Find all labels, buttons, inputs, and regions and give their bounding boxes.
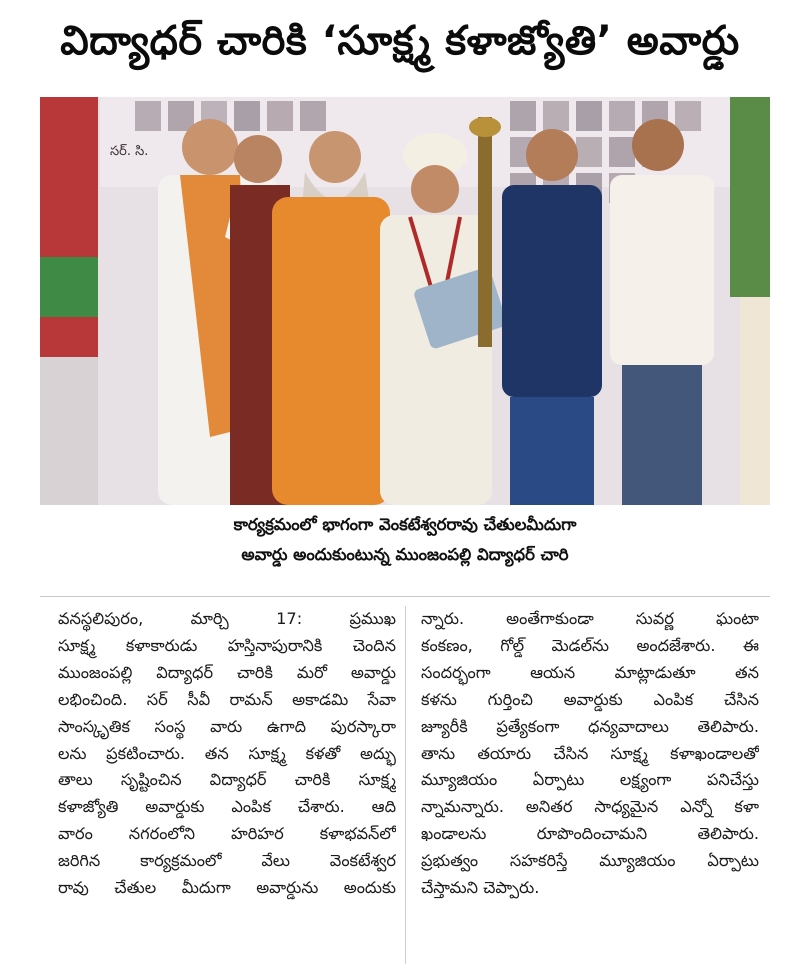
body-line: కళను గుర్తించి అవార్డుకు ఎంపిక చేసిన: [421, 689, 759, 709]
body-line: తాను తయారు చేసిన సూక్ష్మ కళాఖండాలతో: [421, 743, 759, 763]
article-body-right-column: [421, 606, 759, 902]
body-line: మ్యూజియం ఏర్పాటు లక్ష్యంగా పనిచేస్తు: [421, 770, 759, 790]
article-photo: [40, 97, 770, 505]
banner-text: సర్. సి.: [110, 144, 149, 159]
body-line: తాలు సృష్టించిన విద్యాధర్ చారికి సూక్ష్మ: [58, 770, 396, 790]
body-line: న్నారు. అంతేగాకుండా సువర్ణ ఘంటా: [421, 609, 759, 628]
article-body-left-column: [58, 606, 396, 902]
column-divider: [405, 606, 406, 964]
body-line: లభించింది. సర్ సీవీ రామన్ అకాడమి సేవా: [58, 689, 396, 709]
body-line: లను ప్రకటించారు. తన సూక్ష్మ కళతో అద్భు: [58, 743, 396, 763]
body-line: సందర్భంగా ఆయన మాట్లాడుతూ తన: [421, 662, 759, 682]
caption-line: అవార్డు అందుకుంటున్న ముంజంపల్లి విద్యాధర్ చారి: [241, 545, 569, 564]
body-line: ప్రభుత్వం సహకరిస్తే మ్యూజియం ఏర్పాటు: [421, 851, 759, 871]
body-line: న్నామన్నారు. అనితర సాధ్యమైన ఎన్నో కళా: [421, 797, 759, 817]
person-navy-blazer: [502, 129, 602, 505]
article-headline: విద్యాధర్ చారికి ‘సూక్ష్మ కళాజ్యోతి’ అవార్డు: [60, 18, 740, 64]
body-line: కంకణం, గోల్డ్ మెడల్‌ను అందజేశారు. ఈ: [421, 635, 759, 655]
person-cream-kurta: [610, 119, 714, 505]
body-line: జరిగిన కార్యక్రమంలో వేలు వెంకటేశ్వర: [58, 851, 396, 871]
body-line: ఖండాలను రూపొందించామని తెలిపారు.: [421, 824, 759, 844]
body-line: రావు చేతుల మీదుగా అవార్డును అందుకు: [58, 878, 396, 898]
caption-divider: [40, 596, 770, 597]
body-line: కళాజ్యోతి అవార్డుకు ఎంపిక చేశారు. ఆది: [58, 797, 396, 817]
caption-line: కార్యక్రమంలో భాగంగా వెంకటేశ్వరరావు చేతులమీదుగా: [233, 515, 577, 534]
body-line: సూక్ష్మ కళాకారుడు హస్తినాపురానికి చెందిన: [58, 635, 396, 655]
award-ceremony-photo-illustration: [40, 97, 770, 505]
body-line: ముంజంపల్లి విద్యాధర్ చారికి మరో అవార్డు: [58, 662, 396, 682]
body-line: వారం నగరంలోని హరిహర కళాభవన్‌లో: [58, 824, 396, 844]
body-line: వనస్థలిపురం, మార్చి 17: ప్రముఖ: [58, 609, 396, 628]
body-line: చేస్తామని చెప్పారు.: [421, 878, 540, 898]
body-line: జ్యూరీకి ప్రత్యేకంగా ధన్యవాదాలు తెలిపారు.: [421, 716, 759, 736]
body-line: సాంస్కృతిక సంస్థ వారు ఉగాది పురస్కారా: [58, 716, 396, 736]
photo-caption: [40, 510, 770, 580]
